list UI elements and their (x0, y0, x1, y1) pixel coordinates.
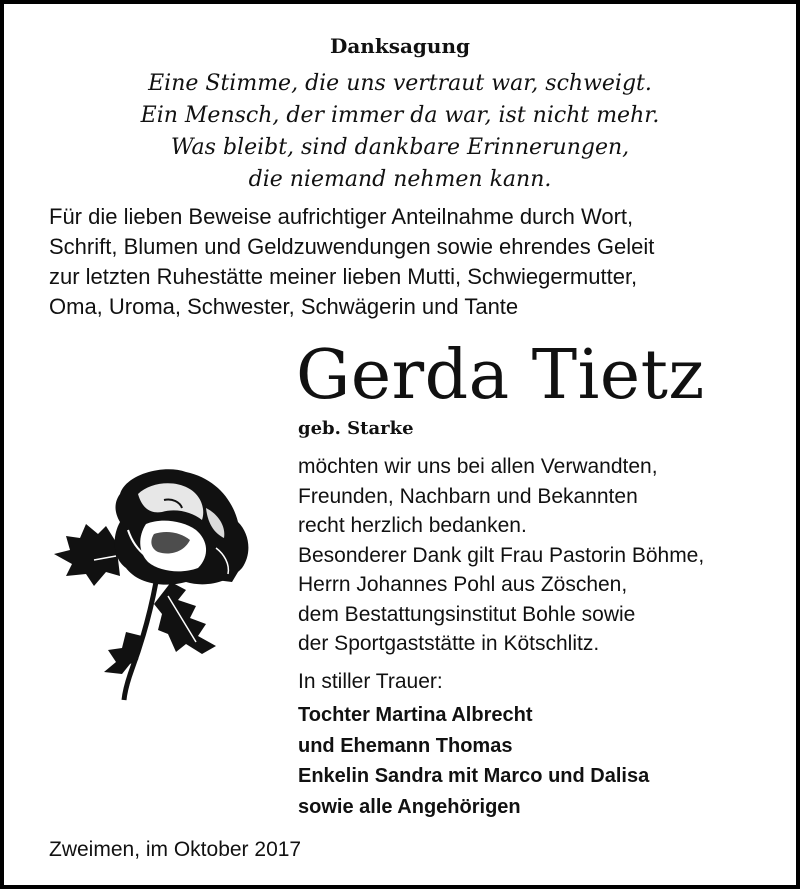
poem-line: die niemand nehmen kann. (248, 167, 552, 192)
place-date: Zweimen, im Oktober 2017 (49, 838, 302, 861)
intro-line: Für die lieben Beweise aufrichtiger Anteilnahme durch Wort, (49, 204, 634, 229)
thanks-line: dem Bestattungsinstitut Bohle sowie (298, 602, 636, 626)
thanks-line: der Sportgaststätte in Kötschlitz. (298, 632, 600, 655)
mourner-line: Tochter Martina Albrecht (298, 704, 533, 726)
intro-text (49, 202, 769, 322)
intro-line: zur letzten Ruhestätte meiner lieben Mutti, Schwiegermutter, (49, 264, 638, 289)
heading: Danksagung (330, 34, 470, 58)
poem-line: Ein Mensch, der immer da war, ist nicht mehr. (140, 103, 660, 128)
mourner-line: sowie alle Angehörigen (298, 795, 521, 818)
intro-line: Oma, Uroma, Schwester, Schwägerin und Tante (49, 294, 519, 319)
thanks-line: Herrn Johannes Pohl aus Zöschen, (298, 573, 628, 596)
thanks-line: Freunden, Nachbarn und Bekannten (298, 484, 638, 508)
thanks-line: recht herzlich bedanken. (298, 514, 527, 537)
poem-line: Was bleibt, sind dankbare Erinnerungen, (170, 135, 630, 160)
thanks-line: möchten wir uns bei allen Verwandten, (298, 455, 658, 478)
poem (4, 68, 796, 196)
mourner-line: und Ehemann Thomas (298, 734, 513, 757)
rose-icon (46, 464, 261, 704)
mourner-line: Enkelin Sandra mit Marco und Dalisa (298, 765, 650, 787)
thanks-text (298, 452, 778, 659)
birth-name: geb. Starke (298, 418, 414, 439)
deceased-name: Gerda Tietz (296, 336, 705, 415)
poem-line: Eine Stimme, die uns vertraut war, schweigt. (148, 71, 652, 96)
thanks-line: Besonderer Dank gilt Frau Pastorin Böhme, (298, 543, 705, 567)
mourners-list (298, 700, 778, 822)
intro-line: Schrift, Blumen und Geldzuwendungen sowie ehrendes Geleit (49, 234, 655, 259)
mourning-intro: In stiller Trauer: (298, 670, 443, 693)
